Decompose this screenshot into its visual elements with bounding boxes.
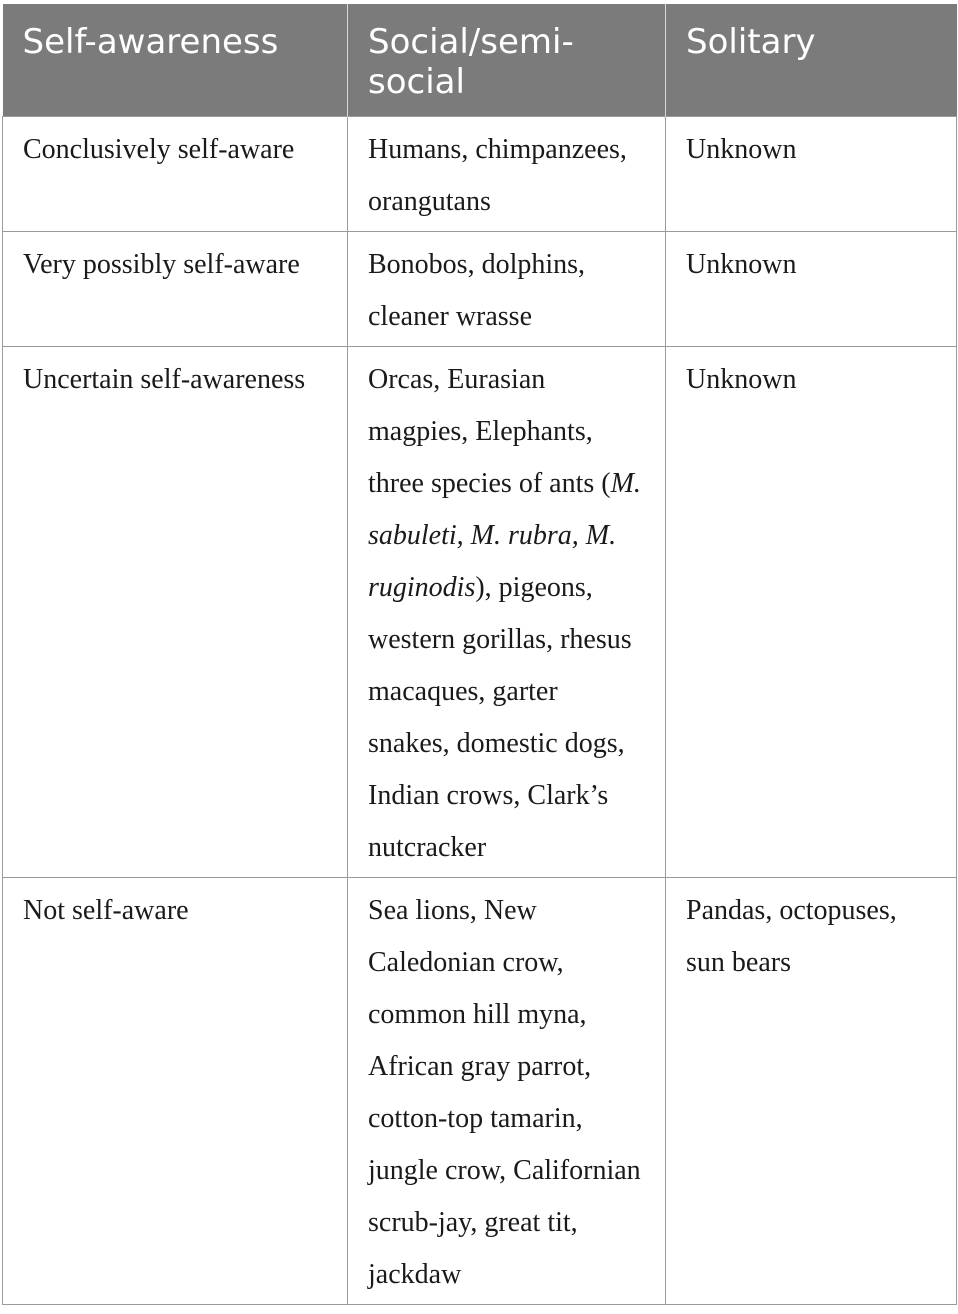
social-text-after: ), pigeons, western gorillas, rhesus macaques, garter snakes, domestic dogs, Indian crows, Clark’s nutcracker — [368, 572, 632, 863]
cell-solitary: Unknown — [666, 117, 957, 232]
ant-species-names: M. sabuleti, M. rubra, — [368, 468, 641, 551]
header-solitary: Solitary — [666, 4, 957, 117]
cell-solitary: Pandas, octopuses, sun bears — [666, 878, 957, 1305]
cell-level: Conclusively self-aware — [3, 117, 348, 232]
cell-solitary: Unknown — [666, 232, 957, 347]
cell-social: Sea lions, New Caledonian crow, common hill myna, African gray parrot, cotton-top tamarin, jungle crow, Californian scrub-jay, great tit, jackdaw — [348, 878, 666, 1305]
cell-level: Very possibly self-aware — [3, 232, 348, 347]
cell-solitary: Unknown — [666, 347, 957, 878]
table-header — [3, 4, 957, 117]
table-body — [3, 117, 957, 1305]
header-row — [3, 4, 957, 117]
cell-level: Not self-aware — [3, 878, 348, 1305]
self-awareness-table — [2, 4, 957, 1305]
table-row — [3, 878, 957, 1305]
table-row — [3, 232, 957, 347]
ant-species-name-ruginodis: M. ruginodis — [368, 520, 617, 603]
cell-social: Bonobos, dolphins, cleaner wrasse — [348, 232, 666, 347]
cell-social: Humans, chimpanzees, orangutans — [348, 117, 666, 232]
social-text-before: Orcas, Eurasian magpies, Elephants, three species of ants ( — [368, 364, 611, 499]
cell-level: Uncertain self-awareness — [3, 347, 348, 878]
cell-social — [348, 347, 666, 878]
header-self-awareness: Self-awareness — [3, 4, 348, 117]
table-row — [3, 117, 957, 232]
header-social: Social/semi-social — [348, 4, 666, 117]
table-row — [3, 347, 957, 878]
